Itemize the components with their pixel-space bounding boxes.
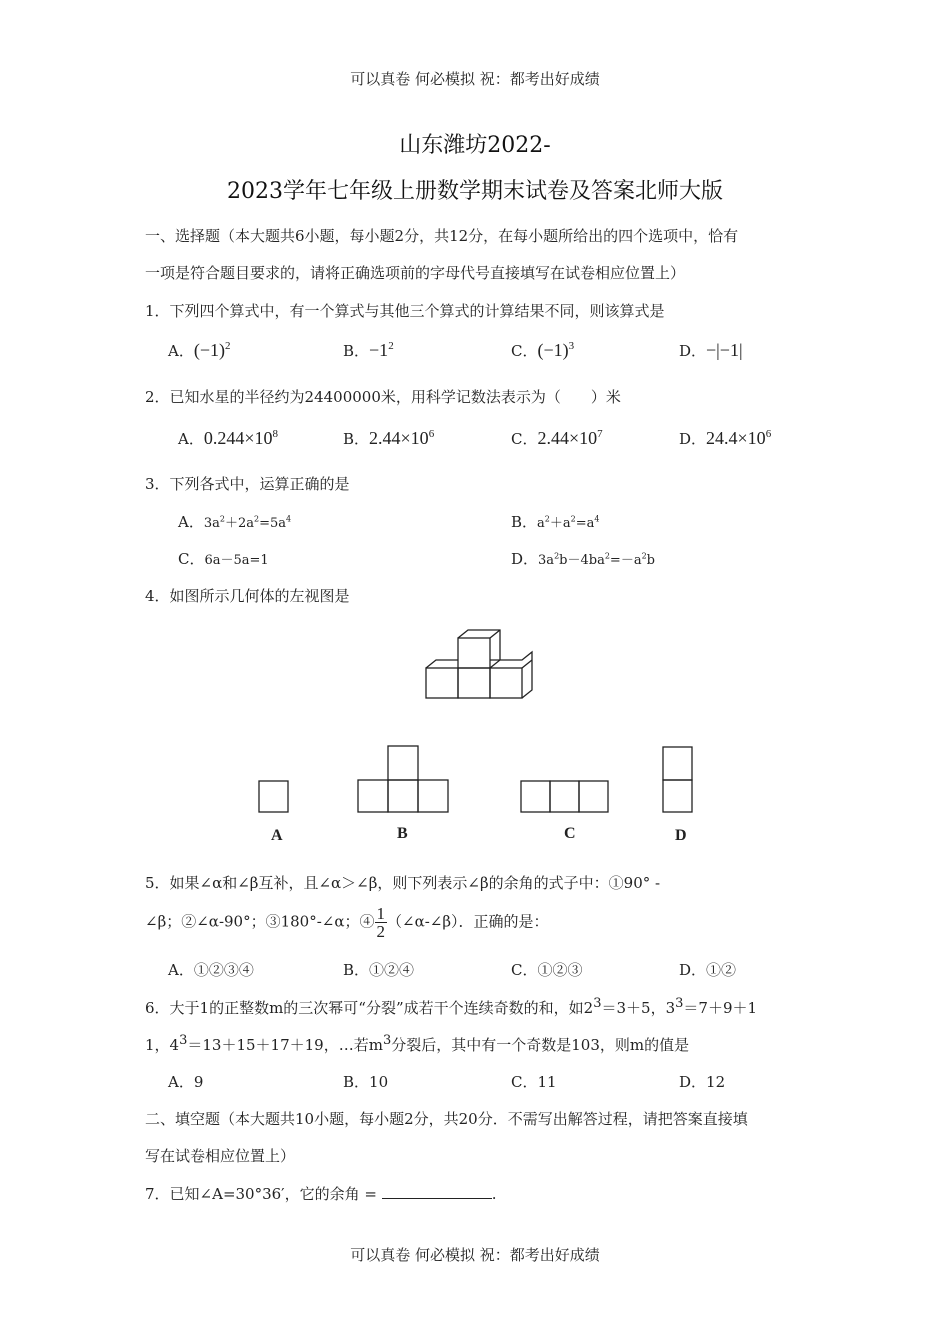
q1-option-d: D．−|−1| bbox=[679, 340, 743, 360]
q3-stem: 3．下列各式中，运算正确的是 bbox=[145, 475, 350, 493]
page-footer: 可以真卷 何必模拟 祝：都考出好成绩 bbox=[350, 1246, 600, 1264]
q2-option-d: D．$24.4\times 10^6$ bbox=[679, 428, 772, 448]
q5-option-d: D．①② bbox=[679, 961, 737, 979]
q4-figure-b bbox=[357, 744, 449, 814]
q4-label-c: C bbox=[564, 825, 576, 842]
q4-stem: 4．如图所示几何体的左视图是 bbox=[145, 587, 350, 605]
q1-stem: 1．下列四个算式中，有一个算式与其他三个算式的计算结果不同，则该算式是 bbox=[145, 302, 665, 320]
q4-label-b: B bbox=[397, 825, 408, 842]
q2-stem: 2．已知水星的半径约为24400000米，用科学记数法表示为（ ）米 bbox=[145, 388, 621, 406]
title-line-1: 山东潍坊2022- bbox=[399, 133, 551, 158]
q5-line2: ∠β；②∠α-90°；③180°-∠α；④ $\frac{1}{2}$ （∠α-∠β）．正确的是： bbox=[145, 904, 549, 941]
q6-option-d: D．12 bbox=[679, 1073, 726, 1091]
q1-option-b: B．$-1^2$ bbox=[343, 340, 394, 360]
title-line-2: 2023学年七年级上册数学期末试卷及答案北师大版 bbox=[227, 179, 723, 204]
q4-figure-a bbox=[258, 780, 290, 814]
q3-option-d: D．$3a^2b-4ba^2=-a^2b$ bbox=[511, 550, 655, 568]
q5-option-a: A．①②③④ bbox=[168, 961, 254, 979]
q6-line1: 6．大于1的正整数m的三次幂可“分裂”成若干个连续奇数的和，如$2^3=3+5$，$3^3=7+9+1$ bbox=[145, 996, 758, 1017]
q2-option-b: B．$2.44\times 10^6$ bbox=[343, 428, 435, 448]
q3-option-a: A．$3a^2+2a^2=5a^4$ bbox=[178, 513, 292, 531]
section2-intro-line2: 写在试卷相应位置上） bbox=[145, 1147, 296, 1165]
page-header: 可以真卷 何必模拟 祝：都考出好成绩 bbox=[350, 70, 600, 88]
q6-option-b: B．10 bbox=[343, 1073, 389, 1091]
q1-option-c: C．$(-1)^3$ bbox=[511, 340, 575, 360]
q6-option-c: C．11 bbox=[511, 1073, 557, 1091]
section1-intro-line1: 一、选择题（本大题共6小题，每小题2分，共12分，在每小题所给出的四个选项中，恰有 bbox=[145, 227, 739, 245]
q3-option-c: C．6a－5a=1 bbox=[178, 550, 269, 568]
q5-option-b: B．①②④ bbox=[343, 961, 415, 979]
q2-option-c: C．$2.44\times 10^7$ bbox=[511, 428, 603, 448]
q5-line1: 5．如果∠α和∠β互补，且∠α＞∠β，则下列表示∠β的余角的式子中：①90° - bbox=[145, 874, 661, 892]
q2-option-a: A．$0.244\times 10^8$ bbox=[178, 428, 278, 448]
q1-option-a: A．$(-1)^2$ bbox=[168, 340, 231, 360]
q5-fraction: $\frac{1}{2}$ bbox=[376, 904, 385, 941]
section1-intro-line2: 一项是符合题目要求的，请将正确选项前的字母代号直接填写在试卷相应位置上） bbox=[145, 264, 686, 282]
q4-solid-figure bbox=[420, 628, 540, 704]
q4-figure-c bbox=[520, 780, 610, 814]
q5-option-c: C．①②③ bbox=[511, 961, 583, 979]
q4-label-a: A bbox=[271, 827, 283, 844]
q4-label-d: D bbox=[675, 827, 687, 844]
q6-line2: 1，$4^3=13+15+17+19$，…若$m^3$分裂后，其中有一个奇数是103，则m的值是 bbox=[145, 1033, 690, 1054]
section2-intro-line1: 二、填空题（本大题共10小题，每小题2分，共20分．不需写出解答过程，请把答案直接填 bbox=[145, 1110, 748, 1128]
q4-figure-d bbox=[662, 746, 694, 814]
q6-option-a: A．9 bbox=[168, 1073, 204, 1091]
q3-option-b: B．$a^2+a^2=a^4$ bbox=[511, 513, 600, 531]
q7-answer-blank[interactable] bbox=[382, 1184, 492, 1199]
q7-line: 7．已知∠A=30°36′，它的余角 = . bbox=[145, 1185, 497, 1203]
